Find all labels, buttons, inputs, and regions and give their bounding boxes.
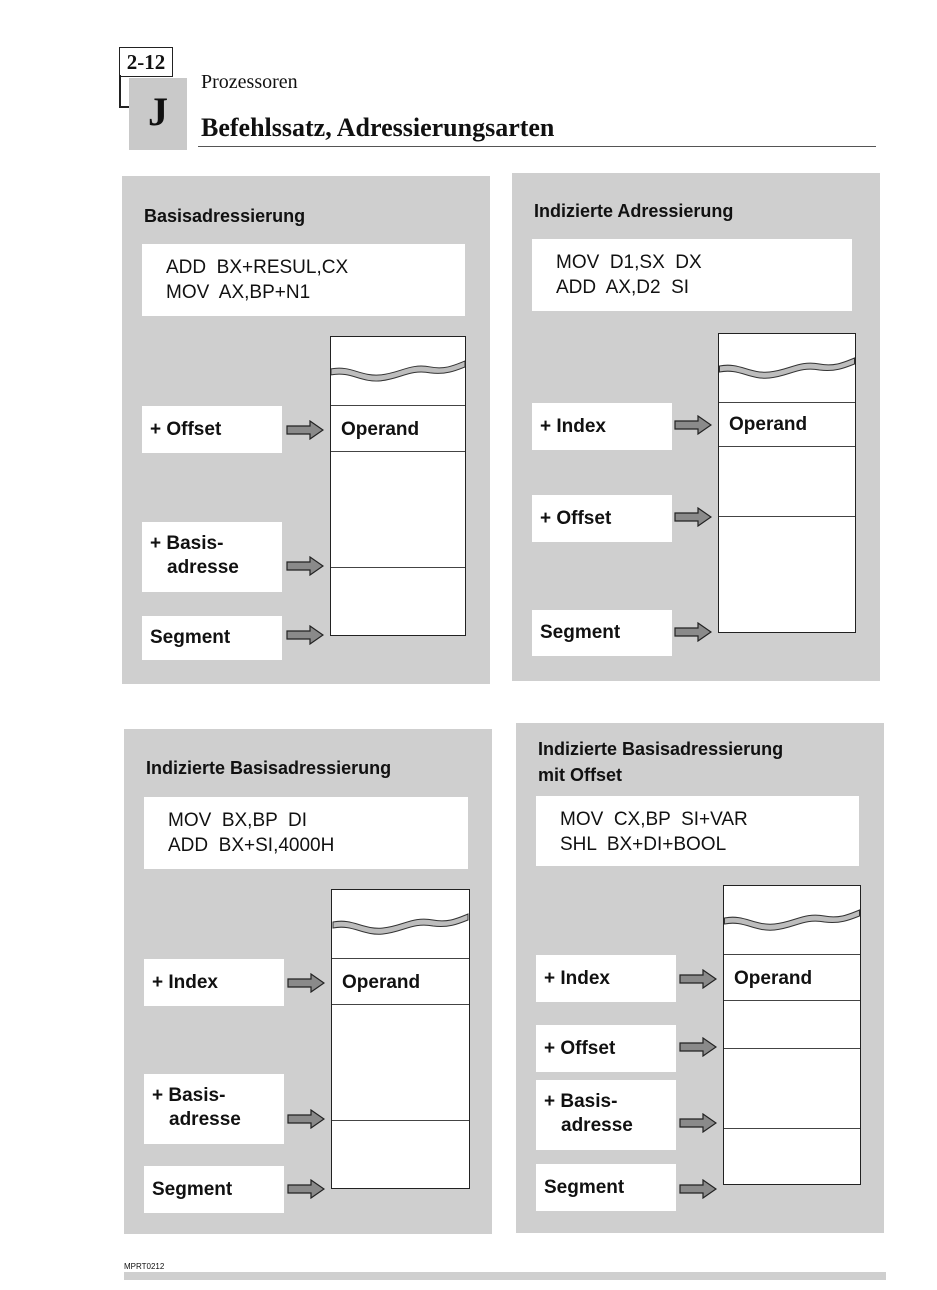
pointer-arrow-icon bbox=[287, 1179, 325, 1199]
code-line: ADD BX+SI,4000H bbox=[168, 835, 335, 856]
address-component-label bbox=[142, 406, 282, 453]
memory-cell-divider bbox=[724, 954, 860, 955]
memory-cell-divider bbox=[724, 1048, 860, 1049]
label-text: + Offset bbox=[544, 1037, 616, 1059]
label-text: Segment bbox=[540, 622, 621, 643]
memory-stack bbox=[330, 336, 466, 636]
address-component-label bbox=[536, 1080, 676, 1150]
label-text: adresse bbox=[169, 1109, 241, 1130]
memory-stack bbox=[331, 889, 470, 1189]
pointer-arrow-icon bbox=[674, 507, 712, 527]
pointer-arrow-icon bbox=[679, 1113, 717, 1133]
pointer-arrow-icon bbox=[679, 1037, 717, 1057]
code-line: MOV BX,BP DI bbox=[168, 810, 308, 831]
memory-cell-divider bbox=[724, 1128, 860, 1129]
code-example-box bbox=[142, 244, 465, 316]
memory-cell-divider bbox=[332, 1004, 469, 1005]
label-text: adresse bbox=[167, 557, 239, 578]
pointer-arrow-icon bbox=[286, 625, 324, 645]
footer-code: MPRT0212 bbox=[124, 1262, 165, 1271]
address-component-label bbox=[144, 959, 284, 1006]
label-text: + Basis- bbox=[152, 1085, 226, 1106]
label-text: + Offset bbox=[540, 507, 612, 529]
addressing-panel bbox=[124, 729, 492, 1234]
label-text: + Index bbox=[544, 967, 610, 989]
pointer-arrow-icon bbox=[674, 622, 712, 642]
code-line: MOV CX,BP SI+VAR bbox=[560, 809, 748, 830]
memory-cell-divider bbox=[719, 516, 855, 517]
memory-break-wave bbox=[719, 334, 855, 380]
address-component-label bbox=[142, 616, 282, 660]
section-label: Prozessoren bbox=[201, 71, 298, 93]
memory-stack bbox=[718, 333, 856, 633]
pointer-arrow-icon bbox=[674, 415, 712, 435]
address-component-label bbox=[532, 610, 672, 656]
pointer-arrow-icon bbox=[286, 420, 324, 440]
pointer-arrow-icon bbox=[287, 973, 325, 993]
address-component-label bbox=[536, 1164, 676, 1211]
operand-label: Operand bbox=[342, 972, 421, 993]
memory-cell-divider bbox=[331, 451, 465, 452]
addressing-panel bbox=[512, 173, 880, 681]
page-number-rule-foot bbox=[119, 106, 129, 108]
page-number-rule bbox=[119, 75, 121, 107]
address-component-label bbox=[536, 955, 676, 1002]
code-line: MOV D1,SX DX bbox=[556, 252, 702, 273]
label-text: + Index bbox=[540, 415, 606, 437]
page-title: Befehlssatz, Adressierungsarten bbox=[201, 113, 555, 142]
code-example-box bbox=[536, 796, 859, 866]
code-line: ADD AX,D2 SI bbox=[556, 277, 690, 298]
memory-cell-divider bbox=[724, 1000, 860, 1001]
label-text: + Offset bbox=[150, 418, 222, 440]
panel-title: Indizierte Basisadressierung bbox=[146, 758, 392, 778]
operand-label: Operand bbox=[734, 968, 813, 989]
address-component-label bbox=[144, 1074, 284, 1144]
memory-cell-divider bbox=[719, 402, 855, 403]
code-line: MOV AX,BP+N1 bbox=[166, 282, 311, 303]
operand-label: Operand bbox=[729, 414, 808, 435]
label-text: + Basis- bbox=[150, 533, 224, 554]
code-line: SHL BX+DI+BOOL bbox=[560, 834, 727, 855]
memory-cell-divider bbox=[331, 405, 465, 406]
address-component-label bbox=[536, 1025, 676, 1072]
memory-cell-divider bbox=[332, 958, 469, 959]
panel-title: Indizierte Basisadressierung bbox=[538, 739, 784, 759]
panel-title: Basisadressierung bbox=[144, 206, 306, 226]
label-text: Segment bbox=[544, 1176, 625, 1198]
label-text: + Basis- bbox=[544, 1091, 618, 1112]
page-number: 2-12 bbox=[119, 47, 173, 77]
label-text: Segment bbox=[152, 1178, 233, 1200]
label-text: + Index bbox=[152, 971, 218, 993]
addressing-panel bbox=[516, 723, 884, 1233]
chapter-letter: J bbox=[148, 89, 168, 134]
footer-bar bbox=[124, 1272, 886, 1280]
addressing-panel bbox=[122, 176, 490, 684]
memory-break-wave bbox=[331, 337, 465, 383]
memory-cell-divider bbox=[332, 1120, 469, 1121]
panel-title: Indizierte Adressierung bbox=[534, 201, 734, 221]
label-text: Segment bbox=[150, 627, 231, 648]
address-component-label bbox=[532, 495, 672, 542]
memory-break-wave bbox=[332, 890, 469, 936]
operand-label: Operand bbox=[341, 419, 420, 440]
memory-cell-divider bbox=[719, 446, 855, 447]
memory-stack bbox=[723, 885, 861, 1185]
title-rule bbox=[198, 146, 876, 147]
pointer-arrow-icon bbox=[286, 556, 324, 576]
chapter-tab bbox=[129, 78, 187, 150]
code-example-box bbox=[144, 797, 468, 869]
pointer-arrow-icon bbox=[679, 969, 717, 989]
pointer-arrow-icon bbox=[679, 1179, 717, 1199]
label-text: adresse bbox=[561, 1115, 633, 1136]
panel-title: mit Offset bbox=[538, 765, 623, 785]
code-line: ADD BX+RESUL,CX bbox=[166, 257, 349, 278]
address-component-label bbox=[142, 522, 282, 592]
address-component-label bbox=[144, 1166, 284, 1213]
address-component-label bbox=[532, 403, 672, 450]
code-example-box bbox=[532, 239, 852, 311]
memory-break-wave bbox=[724, 886, 860, 932]
memory-cell-divider bbox=[331, 567, 465, 568]
pointer-arrow-icon bbox=[287, 1109, 325, 1129]
